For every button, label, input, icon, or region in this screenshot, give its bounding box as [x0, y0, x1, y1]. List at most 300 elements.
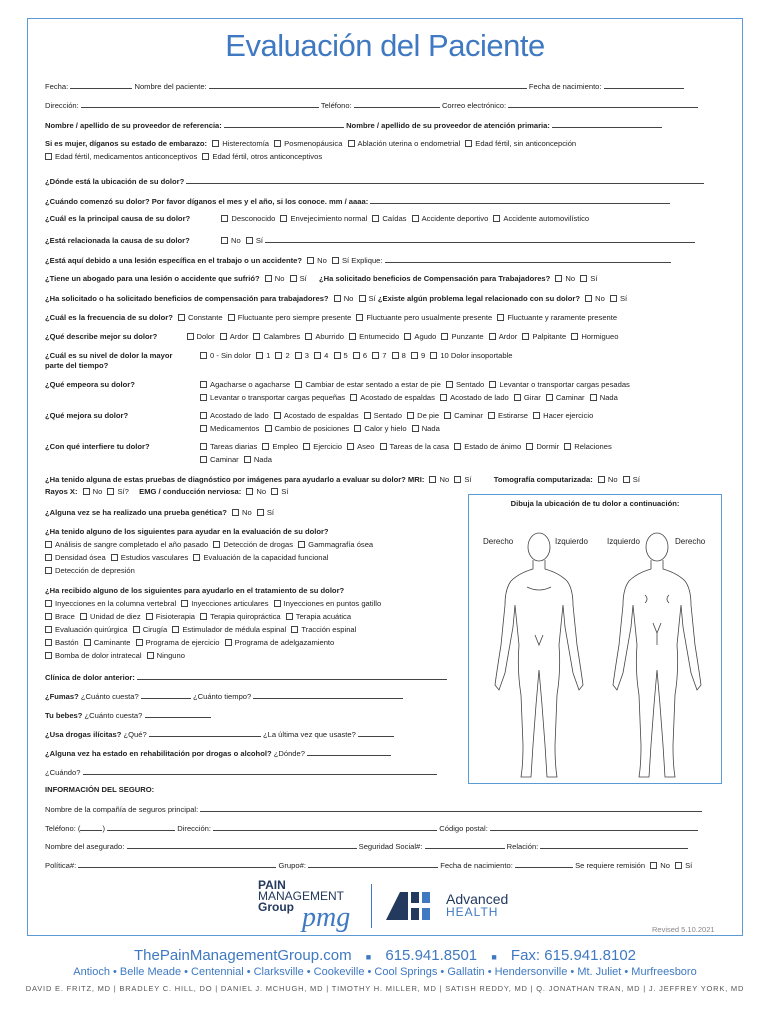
checkbox[interactable] — [353, 352, 360, 359]
option-label: 6 — [362, 351, 368, 360]
embarazo-question: Si es mujer, díganos su estado de embarazo: — [45, 139, 208, 148]
checkbox[interactable] — [298, 541, 305, 548]
checkbox[interactable] — [147, 652, 154, 659]
tiempo-label: ¿Cuánto tiempo? — [192, 692, 252, 701]
fecha-field[interactable] — [70, 80, 132, 89]
ss-label: Seguridad Social#: — [358, 842, 423, 851]
checkbox[interactable] — [334, 352, 341, 359]
option-label: Entumecido — [359, 332, 400, 341]
checkbox[interactable] — [522, 333, 529, 340]
checkbox[interactable] — [585, 295, 592, 302]
checkbox[interactable] — [246, 237, 253, 244]
checkbox[interactable] — [280, 215, 287, 222]
checkbox[interactable] — [493, 215, 500, 222]
checkbox[interactable] — [349, 333, 356, 340]
row-embarazo — [45, 139, 576, 149]
option-label: Medicamentos — [210, 424, 260, 433]
option-label: 8 — [401, 351, 406, 360]
checkbox[interactable] — [356, 314, 363, 321]
checkbox[interactable] — [295, 381, 302, 388]
back-left-label: Izquierdo — [607, 537, 640, 546]
option-label: Fluctuante y raramente presente — [507, 313, 618, 322]
grupo-field[interactable] — [308, 859, 438, 868]
option-label: 7 — [382, 351, 387, 360]
direccion-label: Dirección: — [45, 101, 79, 110]
checkbox[interactable] — [489, 333, 496, 340]
checkbox[interactable] — [412, 215, 419, 222]
checkbox[interactable] — [275, 352, 282, 359]
option-label: Sentado — [455, 380, 485, 389]
checkbox[interactable] — [350, 394, 357, 401]
beneficios-question: ¿Ha solicitado o ha solicitado beneficios de compensación para trabajadores? — [45, 294, 329, 303]
row-clinica — [45, 671, 447, 683]
option-label: Envejecimiento normal — [290, 214, 368, 223]
checkbox[interactable] — [133, 626, 140, 633]
checkbox[interactable] — [332, 257, 339, 264]
option-label: No — [274, 274, 285, 283]
checkbox[interactable] — [364, 412, 371, 419]
row-drogas — [45, 728, 394, 740]
option-label: No — [317, 256, 327, 265]
checkbox[interactable] — [454, 443, 461, 450]
checkbox[interactable] — [136, 639, 143, 646]
evaluacion-options-1 — [42, 540, 373, 550]
checkbox[interactable] — [514, 394, 521, 401]
checkbox[interactable] — [200, 456, 207, 463]
checkbox[interactable] — [212, 140, 219, 147]
compania-label: Nombre de la compañía de seguros principal: — [45, 805, 199, 814]
checkbox[interactable] — [83, 488, 90, 495]
empeora-options-1 — [197, 380, 630, 390]
asegurado-field[interactable] — [127, 840, 357, 849]
checkbox[interactable] — [623, 476, 630, 483]
tratamiento-question: ¿Ha recibido alguno de los siguientes para ayudarlo en el tratamiento de su dolor? — [45, 586, 345, 595]
checkbox[interactable] — [181, 600, 188, 607]
option-label: Agudo — [414, 332, 437, 341]
ultima-field[interactable] — [358, 728, 394, 737]
interfiere-options-2 — [197, 455, 272, 465]
legal-question: ¿Existe algún problema legal relacionado con su dolor? — [377, 294, 580, 303]
cuanto-label: ¿Cuánto cuesta? — [80, 692, 139, 701]
checkbox[interactable] — [225, 639, 232, 646]
cuanto-field[interactable] — [145, 709, 211, 718]
checkbox[interactable] — [45, 626, 52, 633]
footer-phone: 615.941.8501 — [385, 947, 478, 964]
nivel-scale — [197, 351, 513, 361]
option-label: Bomba de dolor intratecal — [55, 651, 142, 660]
row-nivel — [45, 351, 172, 361]
checkbox[interactable] — [295, 352, 302, 359]
option-label: Caídas — [382, 214, 407, 223]
option-label: No — [256, 487, 267, 496]
correo-field[interactable] — [508, 99, 698, 108]
checkbox[interactable] — [526, 443, 533, 450]
emg-question: EMG / conducción nerviosa: — [139, 487, 242, 496]
checkbox[interactable] — [454, 476, 461, 483]
option-label: No — [439, 475, 450, 484]
footer-website[interactable]: ThePainManagementGroup.com — [133, 947, 352, 964]
seguro-heading: INFORMACIÓN DEL SEGURO: — [45, 785, 155, 794]
checkbox[interactable] — [200, 443, 207, 450]
checkbox[interactable] — [200, 613, 207, 620]
option-label: 10 Dolor insoportable — [440, 351, 513, 360]
option-label: Acostado de lado — [450, 393, 509, 402]
mejora-question: ¿Qué mejora su dolor? — [45, 411, 129, 420]
checkbox[interactable] — [256, 352, 263, 359]
option-label: Nada — [253, 455, 272, 464]
row-rayos — [45, 487, 288, 497]
nombre-label: Nombre del paciente: — [134, 82, 207, 91]
checkbox[interactable] — [675, 862, 682, 869]
option-label: Nada — [599, 393, 618, 402]
checkbox[interactable] — [407, 412, 414, 419]
telefono-label: Teléfono: — [320, 101, 352, 110]
logo-health: HEALTH — [446, 905, 499, 919]
option-label: Estirarse — [498, 411, 528, 420]
checkbox[interactable] — [221, 215, 228, 222]
option-label: Sí — [281, 487, 289, 496]
direccion-field[interactable] — [81, 99, 319, 108]
codigo-postal-label: Código postal: — [439, 824, 488, 833]
checkbox[interactable] — [372, 215, 379, 222]
evaluacion-options-2 — [42, 553, 328, 563]
row-embarazo-2 — [42, 152, 322, 162]
checkbox[interactable] — [314, 352, 321, 359]
checkbox[interactable] — [571, 333, 578, 340]
option-label: Caminar — [210, 455, 239, 464]
area-field[interactable] — [80, 822, 102, 831]
seg-direccion-label: Dirección: — [177, 824, 212, 833]
option-label: Acostado de lado — [210, 411, 269, 420]
option-label: Bastón — [55, 638, 79, 647]
option-label: Nada — [421, 424, 440, 433]
checkbox[interactable] — [45, 541, 52, 548]
checkbox[interactable] — [262, 443, 269, 450]
checkbox[interactable] — [274, 412, 281, 419]
checkbox[interactable] — [244, 456, 251, 463]
checkbox[interactable] — [291, 626, 298, 633]
checkbox[interactable] — [598, 476, 605, 483]
checkbox[interactable] — [111, 554, 118, 561]
clinica-field[interactable] — [137, 671, 447, 680]
option-label: Hacer ejercicio — [543, 411, 594, 420]
option-label: No — [231, 236, 241, 245]
checkbox[interactable] — [271, 488, 278, 495]
checkbox[interactable] — [489, 381, 496, 388]
tratamiento-options-2 — [42, 612, 351, 622]
seg-telefono-field[interactable] — [107, 822, 175, 831]
checkbox[interactable] — [200, 425, 207, 432]
option-label: Programa de ejercicio — [145, 638, 220, 647]
checkbox[interactable] — [265, 425, 272, 432]
option-label: Empleo — [272, 442, 299, 451]
asegurado-label: Nombre del asegurado: — [45, 842, 125, 851]
cuanto-field[interactable] — [141, 690, 191, 699]
fumas-question: ¿Fumas? — [45, 692, 79, 701]
row-nivel-2 — [45, 361, 108, 371]
comienzo-field[interactable] — [370, 195, 670, 204]
empeora-question: ¿Qué empeora su dolor? — [45, 380, 135, 389]
checkbox[interactable] — [45, 639, 52, 646]
option-label: Accidente automovilístico — [503, 214, 590, 223]
checkbox[interactable] — [265, 275, 272, 282]
checkbox[interactable] — [246, 488, 253, 495]
primaria-field[interactable] — [552, 119, 662, 128]
checkbox[interactable] — [441, 333, 448, 340]
checkbox[interactable] — [446, 381, 453, 388]
checkbox[interactable] — [412, 425, 419, 432]
checkbox[interactable] — [650, 862, 657, 869]
checkbox[interactable] — [303, 443, 310, 450]
option-label: No — [607, 475, 618, 484]
option-label: Sí — [266, 508, 275, 517]
front-right-label: Derecho — [483, 537, 514, 546]
option-label: Hormigueo — [581, 332, 619, 341]
remision-label: Se requiere remisión — [575, 861, 646, 870]
compania-field[interactable] — [200, 803, 702, 812]
checkbox[interactable] — [45, 652, 52, 659]
option-label: No — [92, 487, 103, 496]
empeora-options-2 — [197, 393, 618, 403]
checkbox[interactable] — [430, 352, 437, 359]
option-label: Accidente deportivo — [421, 214, 489, 223]
checkbox[interactable] — [228, 314, 235, 321]
checkbox[interactable] — [465, 140, 472, 147]
row-bebes — [45, 709, 211, 721]
rehab-question: ¿Alguna vez ha estado en rehabilitación por drogas o alcohol? — [45, 749, 272, 758]
option-label: Histerectomía — [222, 139, 270, 148]
option-label: Calor y hielo — [364, 424, 407, 433]
bebes-question: Tu bebes? — [45, 711, 83, 720]
option-label: Estado de ánimo — [464, 442, 522, 451]
nacimiento-field[interactable] — [604, 80, 684, 89]
option-label: Palpitante — [532, 332, 567, 341]
option-label: Estudios vasculares — [120, 553, 189, 562]
footer-fax: Fax: 615.941.8102 — [510, 947, 637, 964]
option-label: Sí — [632, 475, 640, 484]
checkbox[interactable] — [274, 600, 281, 607]
option-label: Acostado de espaldas — [283, 411, 359, 420]
option-label: Sí — [464, 475, 472, 484]
politica-label: Política#: — [45, 861, 77, 870]
checkbox[interactable] — [172, 626, 179, 633]
nacimiento-label: Fecha de nacimiento: — [528, 82, 602, 91]
evaluacion-options-3 — [42, 566, 135, 576]
tratamiento-options-3 — [42, 625, 356, 635]
checkbox[interactable] — [359, 295, 366, 302]
checkbox[interactable] — [193, 554, 200, 561]
referencia-field[interactable] — [224, 119, 344, 128]
option-label: Sí — [368, 294, 376, 303]
politica-field[interactable] — [78, 859, 276, 868]
checkbox[interactable] — [440, 394, 447, 401]
ubicacion-question: ¿Dónde está la ubicación de su dolor? — [45, 177, 185, 186]
body-figures — [469, 495, 723, 785]
option-label: Ejercicio — [313, 442, 342, 451]
checkbox[interactable] — [411, 352, 418, 359]
checkbox[interactable] — [348, 140, 355, 147]
back-right-label: Derecho — [675, 537, 706, 546]
checkbox[interactable] — [178, 314, 185, 321]
row-relacionada — [45, 234, 695, 246]
checkbox[interactable] — [380, 443, 387, 450]
checkbox[interactable] — [200, 352, 207, 359]
front-left-label: Izquierdo — [555, 537, 588, 546]
option-label: No — [343, 294, 354, 303]
checkbox[interactable] — [555, 275, 562, 282]
option-label: Fluctuante pero usualmente presente — [366, 313, 493, 322]
option-label: Sí — [619, 294, 628, 303]
row-seg-telefono — [45, 822, 698, 834]
row-genetica — [45, 508, 274, 518]
checkbox[interactable] — [590, 394, 597, 401]
option-label: Ninguno — [156, 651, 185, 660]
donde-field[interactable] — [307, 747, 391, 756]
causa-question: ¿Cuál es la principal causa de su dolor? — [45, 214, 191, 223]
option-label: Detección de drogas — [223, 540, 294, 549]
advanced-health-logo — [446, 892, 508, 918]
option-label: 2 — [285, 351, 290, 360]
option-label: Caminar — [454, 411, 483, 420]
option-label: Gammagrafía ósea — [308, 540, 374, 549]
checkbox[interactable] — [200, 412, 207, 419]
telefono-field[interactable] — [354, 99, 440, 108]
option-label: No — [595, 294, 605, 303]
checkbox[interactable] — [220, 333, 227, 340]
option-label: Caminar — [555, 393, 585, 402]
checkbox[interactable] — [84, 639, 91, 646]
checkbox[interactable] — [213, 541, 220, 548]
evaluacion-question: ¿Ha tenido alguno de los siguientes para ayudar en la evaluación de su dolor? — [45, 527, 329, 536]
checkbox[interactable] — [392, 352, 399, 359]
checkbox[interactable] — [305, 333, 312, 340]
option-label: Ablación uterina o endometrial — [357, 139, 461, 148]
seg-direccion-field[interactable] — [213, 822, 437, 831]
drogas-question: ¿Usa drogas ilícitas? — [45, 730, 122, 739]
referencia-label: Nombre / apellido de su proveedor de referencia: — [45, 121, 222, 130]
checkbox[interactable] — [107, 488, 114, 495]
checkbox[interactable] — [202, 153, 209, 160]
checkbox[interactable] — [347, 443, 354, 450]
checkbox[interactable] — [580, 275, 587, 282]
checkbox[interactable] — [253, 333, 260, 340]
checkbox[interactable] — [610, 295, 617, 302]
option-label: Estimulador de médula espinal — [182, 625, 287, 634]
ss-field[interactable] — [425, 840, 505, 849]
checkbox[interactable] — [564, 443, 571, 450]
footer-locations: Antioch • Belle Meade • Centennial • Clarksville • Cookeville • Cool Springs • Gallatin • Hendersonville • Mt. Juliet • Murfreesboro — [73, 966, 697, 978]
option-label: Evaluación de la capacidad funcional — [203, 553, 329, 562]
checkbox[interactable] — [45, 567, 52, 574]
checkbox[interactable] — [221, 237, 228, 244]
checkbox[interactable] — [533, 412, 540, 419]
seg-nacimiento-label: Fecha de nacimiento: — [440, 861, 513, 870]
footer-contact — [0, 947, 770, 964]
pruebas-question: ¿Ha tenido alguna de estas pruebas de diagnóstico por imágenes para ayudarlo a evaluar su dolor? MRI: — [45, 475, 425, 484]
relacionada-field[interactable] — [265, 234, 695, 243]
checkbox[interactable] — [444, 412, 451, 419]
paren-label: ) — [102, 824, 105, 833]
option-label: Terapia acuática — [295, 612, 352, 621]
nombre-field[interactable] — [209, 80, 527, 89]
page-title: Evaluación del Paciente — [225, 28, 545, 63]
option-label: Sí — [299, 274, 307, 283]
checkbox[interactable] — [80, 613, 87, 620]
interfiere-options-1 — [197, 442, 612, 452]
checkbox[interactable] — [45, 613, 52, 620]
checkbox[interactable] — [546, 394, 553, 401]
option-label: Inyecciones articulares — [191, 599, 269, 608]
describe-question: ¿Qué describe mejor su dolor? — [45, 332, 158, 341]
ubicacion-field[interactable] — [186, 175, 704, 184]
option-label: Cambio de posiciones — [274, 424, 350, 433]
checkbox[interactable] — [290, 275, 297, 282]
checkbox[interactable] — [257, 509, 264, 516]
option-label: Calambres — [263, 332, 301, 341]
checkbox[interactable] — [45, 600, 52, 607]
checkbox[interactable] — [45, 554, 52, 561]
rayos-question: Rayos X: — [45, 487, 78, 496]
fecha-label: Fecha: — [45, 82, 69, 91]
checkbox[interactable] — [404, 333, 411, 340]
lesion-question: ¿Está aquí debido a una lesión específica en el trabajo o un accidente? — [45, 256, 302, 265]
body-diagram-box[interactable] — [468, 494, 722, 784]
seg-nacimiento-field[interactable] — [515, 859, 573, 868]
tiempo-field[interactable] — [253, 690, 403, 699]
option-label: Desconocido — [231, 214, 276, 223]
que-field[interactable] — [149, 728, 261, 737]
option-label: Sí — [341, 256, 350, 265]
back-body-figure — [613, 533, 701, 777]
option-label: Programa de adelgazamiento — [234, 638, 335, 647]
codigo-postal-field[interactable] — [490, 822, 698, 831]
relacion-field[interactable] — [540, 840, 688, 849]
tomografia-question: Tomografía computarizada: — [493, 475, 593, 484]
cuando-field[interactable] — [83, 766, 437, 775]
mejora-options-1 — [197, 411, 593, 421]
checkbox[interactable] — [286, 613, 293, 620]
explique-label: Explique: — [351, 256, 383, 265]
checkbox[interactable] — [307, 257, 314, 264]
checkbox[interactable] — [274, 140, 281, 147]
checkbox[interactable] — [354, 425, 361, 432]
checkbox[interactable] — [334, 295, 341, 302]
checkbox[interactable] — [187, 333, 194, 340]
checkbox[interactable] — [146, 613, 153, 620]
logo-advanced: Advanced — [446, 891, 509, 907]
option-label: Ardor — [498, 332, 518, 341]
option-label: No — [565, 274, 576, 283]
checkbox[interactable] — [429, 476, 436, 483]
explique-field[interactable] — [385, 254, 671, 263]
option-label: Inyecciones en puntos gatillo — [283, 599, 382, 608]
checkbox[interactable] — [200, 381, 207, 388]
row-cuando — [45, 766, 437, 778]
cuando-label: ¿Cuándo? — [45, 768, 81, 777]
checkbox[interactable] — [200, 394, 207, 401]
option-label: Sentado — [373, 411, 402, 420]
checkbox[interactable] — [232, 509, 239, 516]
option-label: Relaciones — [574, 442, 612, 451]
separator-icon: ■ — [491, 952, 497, 962]
checkbox[interactable] — [45, 153, 52, 160]
tratamiento-options-1 — [42, 599, 381, 609]
checkbox[interactable] — [497, 314, 504, 321]
checkbox[interactable] — [372, 352, 379, 359]
correo-label: Correo electrónico: — [441, 101, 507, 110]
checkbox[interactable] — [488, 412, 495, 419]
genetica-question: ¿Alguna vez se ha realizado una prueba genética? — [45, 508, 227, 517]
